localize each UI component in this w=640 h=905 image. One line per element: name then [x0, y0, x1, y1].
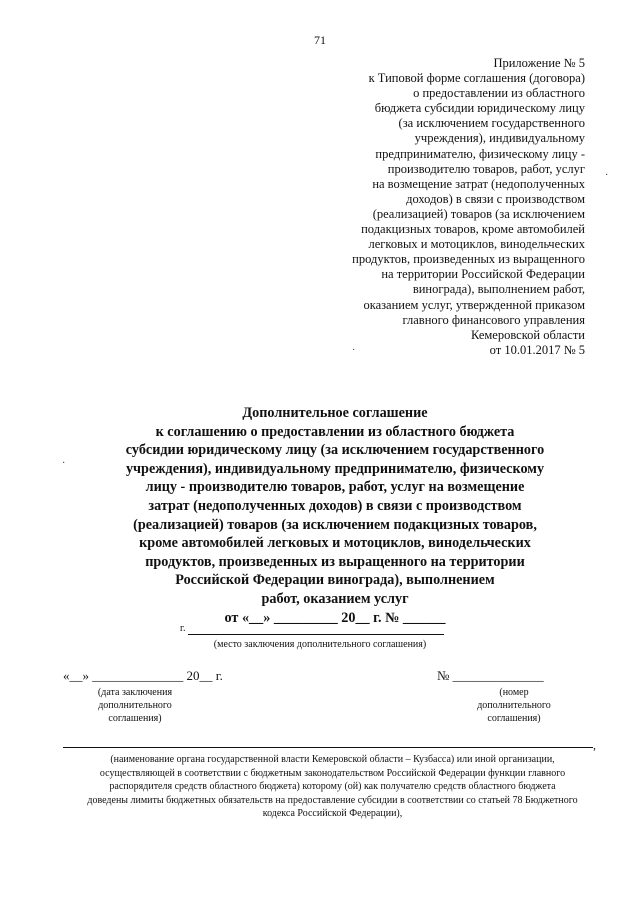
appendix-line: учреждения), индивидуальному	[414, 131, 585, 146]
appendix-line: продуктов, произведенных из выращенного	[352, 252, 585, 267]
appendix-line: на территории Российской Федерации	[381, 267, 585, 282]
appendix-line: подакцизных товаров, кроме автомобилей	[361, 222, 585, 237]
appendix-line: предпринимателю, физическому лицу -	[375, 146, 585, 161]
appendix-line: (реализацией) товаров (за исключением	[372, 206, 585, 221]
title-line: учреждения), индивидуальному предпринимателю, физическому	[125, 460, 545, 477]
caption-line: (номер	[499, 687, 529, 698]
appendix-line: оказанием услуг, утвержденной приказом	[363, 297, 585, 312]
caption-line: дополнительного	[477, 700, 551, 711]
scan-speck: ·	[605, 170, 609, 181]
place-caption: (место заключения дополнительного соглашения)	[213, 639, 427, 650]
title-line: затрат (недополученных доходов) в связи с производством	[148, 497, 522, 514]
caption-line: дополнительного	[98, 700, 172, 711]
scan-speck: ·	[352, 345, 356, 356]
appendix-line: бюджета субсидии юридическому лицу	[374, 101, 585, 116]
caption-line: распорядителя средств областного бюджета) которому (ой) как получателю средств областного бюджета	[109, 781, 556, 793]
caption-line: кодекса Российской Федерации),	[262, 808, 403, 820]
caption-line: осуществляющей в соответствии с бюджетным законодательством Российской Федерации функции главного	[99, 767, 566, 779]
place-fill-line	[188, 634, 444, 635]
appendix-line: винограда), выполнением работ,	[412, 282, 585, 297]
title-line: Российской Федерации винограда), выполнением	[175, 572, 495, 589]
title-line: кроме автомобилей легковых и мотоциклов, винодельческих	[139, 535, 531, 552]
title-line: к соглашению о предоставлении из областного бюджета	[155, 423, 515, 440]
appendix-line: производителю товаров, работ, услуг	[387, 161, 585, 176]
appendix-line: доходов) в связи с производством	[406, 191, 585, 206]
title-line: продуктов, произведенных из выращенного на территории	[145, 553, 525, 570]
place-prefix: г.	[180, 623, 186, 634]
appendix-line: от 10.01.2017 № 5	[489, 342, 585, 357]
agreement-date-field: «__» ______________ 20__ г.	[63, 668, 223, 683]
agreement-date-caption	[75, 686, 195, 725]
caption-line: доведены лимиты бюджетных обязательств на предоставление субсидии в соответствии со статьей 78 Бюджетного	[87, 794, 578, 806]
appendix-line: (за исключением государственного	[398, 116, 585, 131]
scan-speck: ·	[62, 458, 66, 469]
document-title	[95, 404, 575, 627]
appendix-line: Приложение № 5	[493, 56, 585, 70]
title-line: Дополнительное соглашение	[242, 405, 428, 421]
caption-line: соглашения)	[108, 713, 162, 724]
appendix-line: главного финансового управления	[402, 312, 585, 327]
appendix-line: Кемеровской области	[470, 327, 585, 342]
caption-line: (дата заключения	[97, 687, 173, 698]
title-line: (реализацией) товаров (за исключением подакцизных товаров,	[133, 516, 537, 533]
appendix-line: о предоставлении из областного	[413, 86, 585, 101]
organization-caption	[60, 753, 605, 821]
organization-fill-line	[63, 747, 593, 748]
agreement-number-field: № ______________	[437, 668, 544, 683]
organization-trailing-comma: ,	[593, 738, 596, 752]
title-line: субсидии юридическому лицу (за исключением государственного	[125, 442, 545, 459]
title-line: лицу - производителю товаров, работ, услуг на возмещение	[145, 479, 525, 496]
agreement-number-caption	[453, 686, 575, 725]
appendix-header	[320, 56, 585, 358]
caption-line: соглашения)	[487, 713, 541, 724]
page-number: 71	[314, 33, 326, 47]
title-date-number-line: от «__» _________ 20__ г. № ______	[224, 609, 446, 626]
appendix-line: легковых и мотоциклов, винодельческих	[368, 237, 585, 252]
caption-line: (наименование органа государственной власти Кемеровской области – Кузбасса) или иной организации,	[110, 754, 555, 765]
appendix-line: к Типовой форме соглашения (договора)	[368, 71, 585, 86]
title-line: работ, оказанием услуг	[261, 590, 409, 607]
appendix-line: на возмещение затрат (недополученных	[372, 176, 585, 191]
